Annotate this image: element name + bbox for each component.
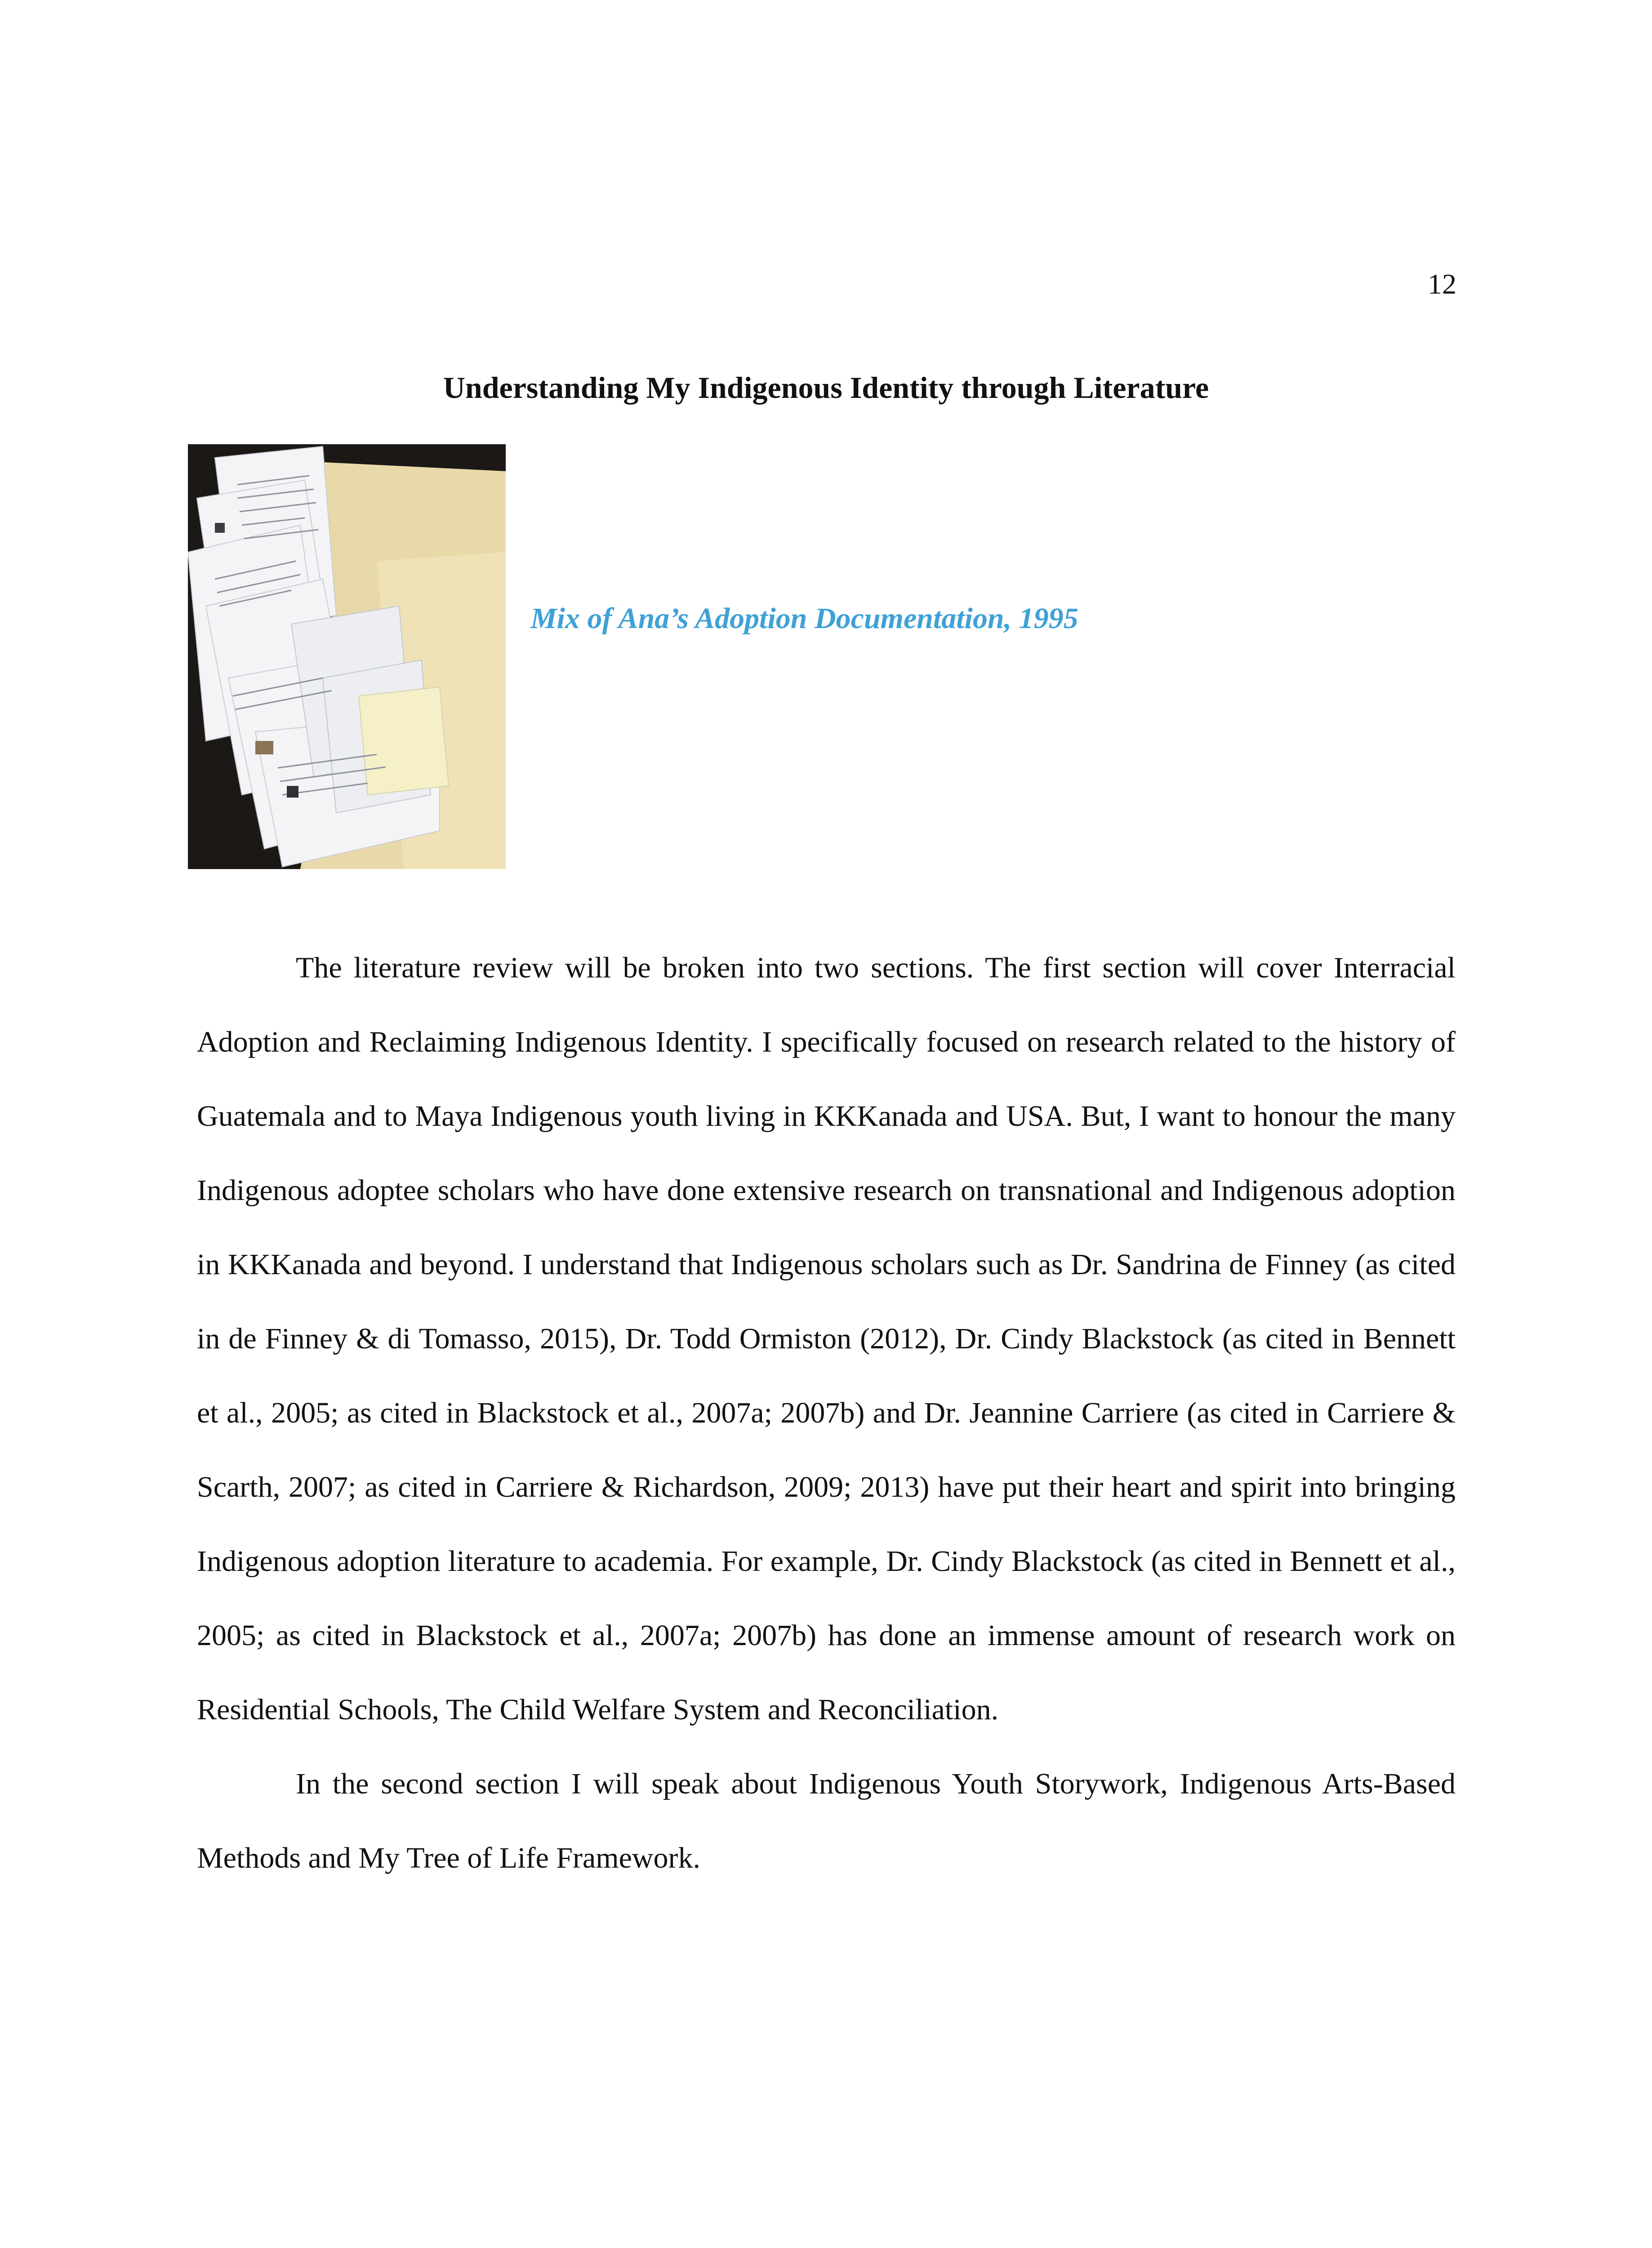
page-number: 12 [1428,268,1456,300]
paragraph-2: In the second section I will speak about Indigenous Youth Storywork, Indigenous Arts-Based Methods and My Tree of Life Framework. [197,1767,1456,1874]
paragraph-1: The literature review will be broken into two sections. The first section will cover Interracial Adoption and Reclaiming Indigenous Identity. I specifically focused on research related to the history of Guatemala and to Maya Indigenous youth living in KKKanada and USA. But, I want to honour the many Indigenous adoptee scholars who have done extensive research on transnational and Indigenous adoption in KKKanada and beyond. I understand that Indigenous scholars such as Dr. Sandrina de Finney (as cited in de Finney & di Tomasso, 2015), Dr. Todd Ormiston (2012), Dr. Cindy Blackstock (as cited in Bennett et al., 2005; as cited in Blackstock et al., 2007a; 2007b) and Dr. Jeannine Carriere (as cited in Carriere & Scarth, 2007; as cited in Carriere & Richardson, 2009; 2013) have put their heart and spirit into bringing Indigenous adoption literature to academia. For example, Dr. Cindy Blackstock (as cited in Bennett et al., 2005; as cited in Blackstock et al., 2007a; 2007b) has done an immense amount of research work on Residential Schools, The Child Welfare System and Reconciliation. [197,951,1456,1726]
adoption-documents-photo [188,444,506,869]
page-title: Understanding My Indigenous Identity through Literature [443,370,1209,405]
figure-caption: Mix of Ana’s Adoption Documentation, 1995 [530,602,1078,635]
body-text [197,931,1456,1895]
